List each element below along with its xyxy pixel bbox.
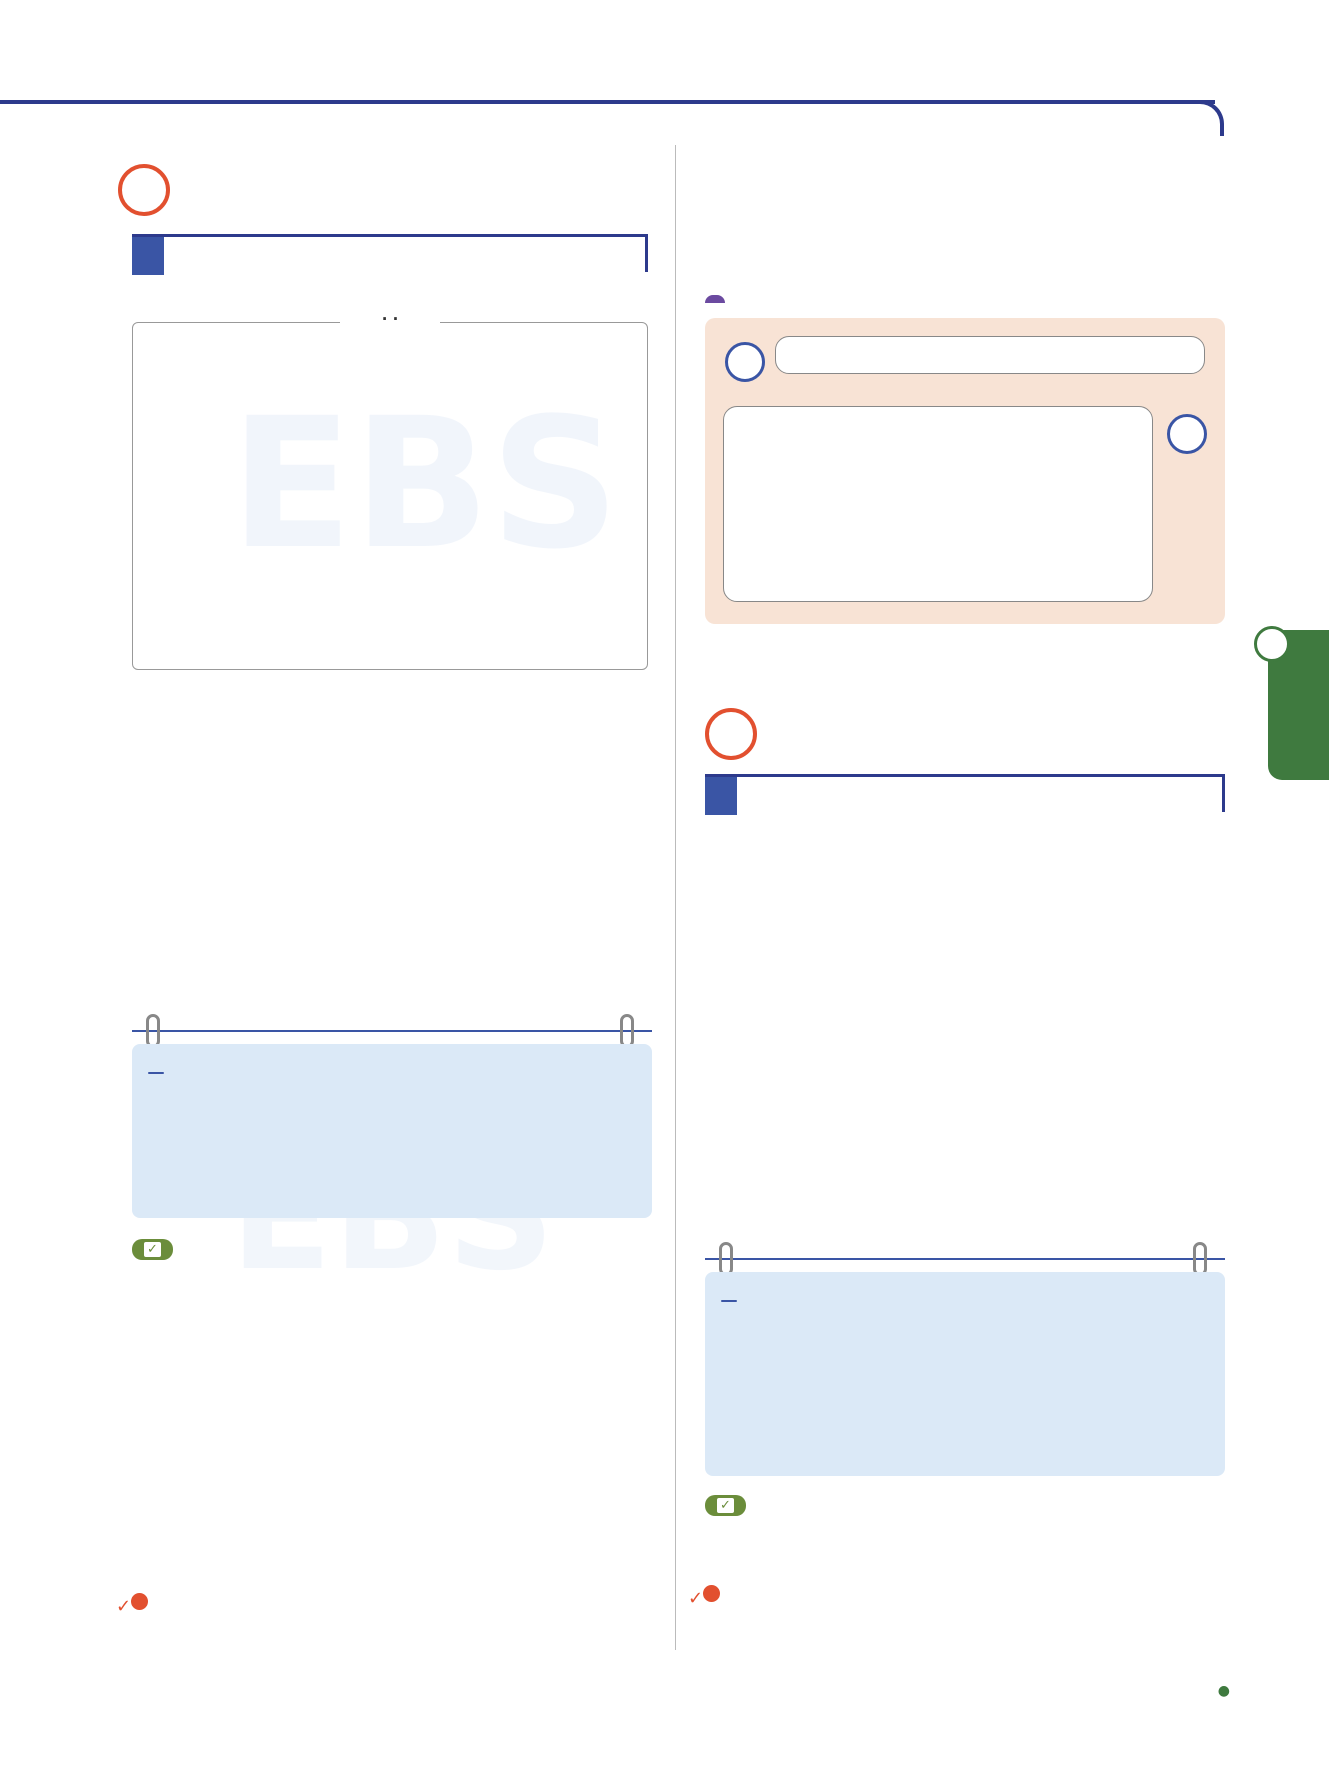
tip-ring-right [620,1014,634,1048]
page-footer: ● [1217,1683,1230,1699]
plus-banner [132,234,648,272]
top-rule-curve [1200,100,1224,136]
check-last-75: ✓ [116,1592,656,1622]
watermark-ebs: EBS [230,380,620,589]
chapter-roman [1254,626,1290,662]
check-last-76: ✓ [688,1584,1228,1614]
cross-section-chart [150,400,640,662]
qna-tag [705,288,725,307]
tip-content-76 [705,1272,1225,1476]
chapter-side-tab[interactable] [1268,630,1329,780]
tip-rail-76 [705,1258,1225,1260]
question-bubble [775,336,1205,374]
a-badge [1167,414,1207,454]
top-rule [0,100,1215,104]
tip-ring-right-76 [1193,1242,1207,1276]
check-label-75: ✓ [132,1238,173,1260]
problem-76-header [705,708,1225,760]
tip-box-76 [705,1258,1225,1476]
plus-tag [132,237,164,275]
answer-bubble [723,406,1153,602]
column-divider [675,145,676,1650]
plus-tag-76 [705,777,737,815]
tip-tag [148,1072,164,1074]
problem-number-badge-76 [705,708,757,760]
bogi-label: · · [340,310,440,328]
check-label-76: ✓ [705,1494,746,1516]
tip-ring-left-76 [719,1242,733,1276]
plus-banner-76 [705,774,1225,812]
tip-tag-76 [721,1300,737,1302]
tip-content [132,1044,652,1218]
tip-rail [132,1030,652,1032]
tip-ring-left [146,1014,160,1048]
q-badge [725,342,765,382]
tip-box-75 [132,1030,652,1218]
qna-box [705,318,1225,624]
problem-number-badge [118,164,170,216]
problem-75-header [118,164,648,216]
